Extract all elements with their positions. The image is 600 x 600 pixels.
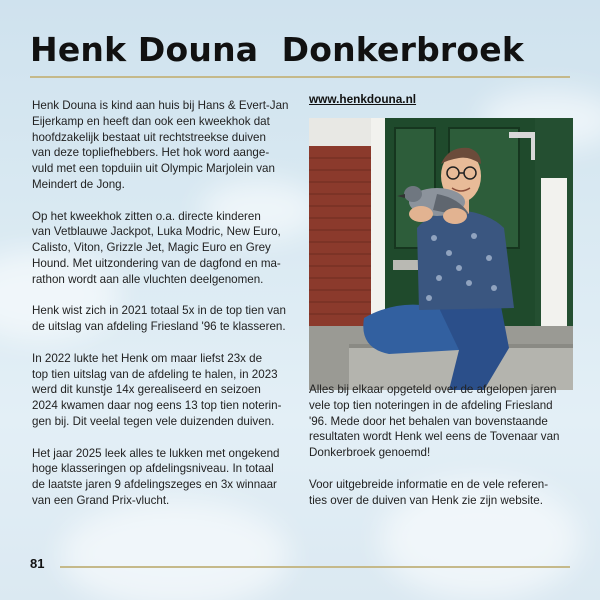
website-link[interactable]: www.henkdouna.nl (309, 92, 417, 106)
right-column (309, 382, 571, 524)
paragraph: Henk Douna is kind aan huis bij Hans & Evert-Jan Eijerkamp en heeft dan ook een kweekhok dat hoofdzakelijk bestaat uit rechtstreekse duiven van deze topliefhebbers. Het hok word aange- vuld met een topduiin uit Olympic Marjolein van Meindert de Jong. (32, 99, 289, 191)
paragraph: Alles bij elkaar opgeteld over de afgelopen jaren vele top tien noteringen in de afdeling Friesland '96. Mede door het behalen van bovenstaande resultaten wordt Henk wel eens de Tovenaar van Donkerbroek genoemd! (309, 383, 560, 460)
paragraph: Voor uitgebreide informatie en de vele referen- ties over de duiven van Henk zie zijn website. (309, 477, 549, 507)
paragraph: In 2022 lukte het Henk om maar liefst 23x de top tien uitslag van de afdeling te halen, in 2023 werd dit kunstje 14x gerealiseerd en seizoen 2024 kwamen daar nog eens 13 top tien noterin- gen bij. Dit veelal tegen vele duizenden duiven. (32, 351, 282, 428)
photo-henk-douna (309, 118, 573, 390)
paragraph: Op het kweekhok zitten o.a. directe kinderen van Vetblauwe Jackpot, Luka Modric, New Euro, Calisto, Viton, Grizzle Jet, Magic Euro en Grey Hound. Met uitzondering van de dagfond en ma- rathon wordt aan alle vluchten deelgenomen. (32, 209, 281, 286)
photo-illustration (309, 118, 573, 390)
footer-divider (60, 566, 570, 568)
paragraph: Het jaar 2025 leek alles te lukken met ongekend hoge klasseringen op afdelingsniveau. In totaal de laatste jaren 9 afdelingszeges en 3x winnaar van een Grand Prix-vlucht. (32, 446, 280, 507)
left-column (32, 98, 297, 525)
paragraph: Henk wist zich in 2021 totaal 5x in de top tien van de uitslag van afdeling Friesland '96 te klasseren. (32, 304, 286, 334)
title-divider (30, 76, 570, 78)
page-title: Henk Douna Donkerbroek (30, 30, 524, 69)
page-number: 81 (30, 556, 45, 571)
